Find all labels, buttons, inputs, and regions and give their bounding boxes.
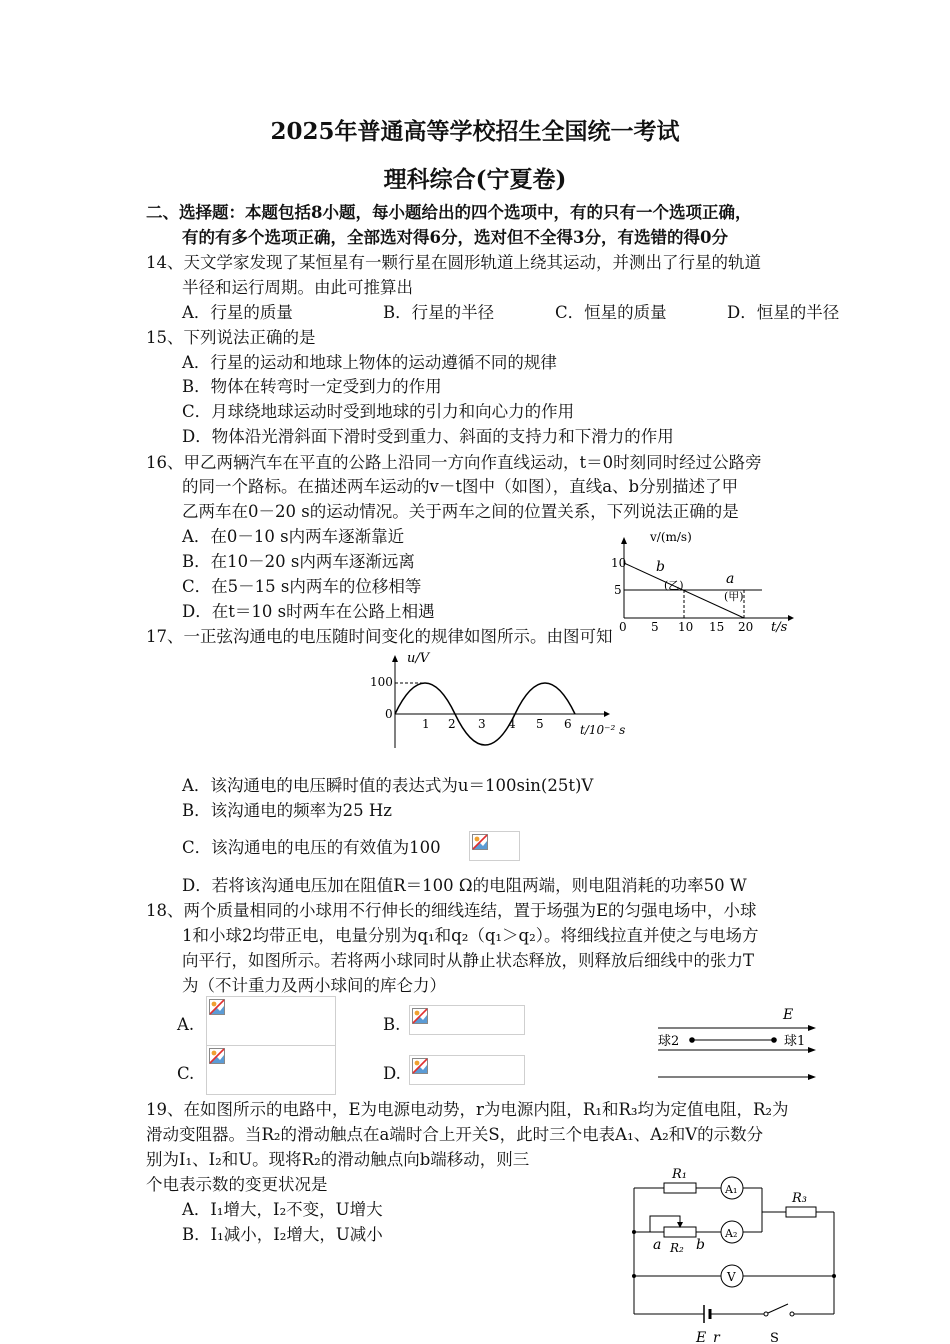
q17-ut-graph [368,652,643,752]
vt-y-arrow [621,537,627,544]
ut-tick-0: 0 [385,707,393,721]
q17-option-c: C．该沟通电的电压的有效值为100 [182,838,441,857]
q16-stem-line2: 的同一个路标。在描述两车运动的v－t图中（如图），直线a、b分别描述了甲 [182,477,739,496]
q18-option-a-broken-image [206,996,336,1046]
q17-stem: 17、一正弦沟通电的电压随时间变化的规律如图所示。由图可知 [146,627,613,646]
ut-xtick-3: 3 [478,717,486,731]
label-b-end: b [696,1237,705,1253]
rheostat-r2 [664,1227,696,1237]
q18-option-b-label: B. [383,1015,401,1034]
broken-image-icon [412,1008,428,1024]
q15-option-c: C．月球绕地球运动时受到地球的引力和向心力的作用 [182,402,575,421]
q14-option-b: B．行星的半径 [383,303,495,322]
q15-option-d: D．物体沿光滑斜面下滑时受到重力、斜面的支持力和下滑力的作用 [182,427,674,446]
label-a-end: a [653,1237,662,1253]
ut-ylabel: u/V [407,651,430,666]
section-heading-line1: 二、选择题：本题包括8小题，每小题给出的四个选项中，有的只有一个选项正确， [146,203,752,222]
ut-tick-100: 100 [370,675,393,689]
q18-stem-line2: 1和小球2均带正电，电量分别为q₁和q₂（q₁＞q₂）。将细线拉直并使之与电场方 [182,926,759,945]
vt-tick-5: 5 [614,583,622,597]
vt-xtick-10: 10 [678,620,694,634]
q16-stem-line1: 16、甲乙两辆汽车在平直的公路上沿同一方向作直线运动，t＝0时刻同时经过公路旁 [146,453,762,472]
resistor-r3 [786,1207,816,1217]
vt-label-a: a [726,571,735,587]
ut-xtick-4: 4 [508,717,516,731]
ut-xtick-1: 1 [422,717,430,731]
label-r-internal: r [713,1330,720,1344]
vt-ylabel: v/(m/s) [650,530,692,544]
node-right-v [832,1274,836,1278]
label-s: S [770,1331,779,1344]
q16-stem-line3: 乙两车在0－20 s的运动情况。关于两车之间的位置关系，下列说法正确的是 [182,502,739,521]
q18-stem-line1: 18、两个质量相同的小球用不行伸长的细线连结，置于场强为E的匀强电场中，小球 [146,901,757,920]
ball-2 [689,1037,695,1043]
q17-option-d: D．若将该沟通电压加在阻值R＝100 Ω的电阻两端，则电阻消耗的功率50 W [182,876,747,895]
q18-option-a-label: A. [177,1015,195,1034]
q17-option-c-broken-image [469,831,520,861]
q14-option-c: C．恒星的质量 [555,303,667,322]
vt-label-a-car: (甲) [724,590,744,603]
broken-image-icon [412,1058,428,1074]
switch-pivot [764,1312,768,1316]
ball-1-label: 球1 [784,1034,806,1049]
switch-contact [790,1312,794,1316]
exam-subtitle: 理科综合(宁夏卷) [383,166,567,193]
node-left-mid [632,1230,636,1234]
q19-stem-line4: 个电表示数的变更状况是 [146,1175,328,1194]
switch-blade [768,1304,788,1313]
field-arrow-2 [808,1047,816,1053]
q19-stem-line1: 19、在如图所示的电路中，E为电源电动势，r为电源内阻，R₁和R₃均为定值电阻，R₂为 [146,1100,789,1119]
q19-option-b: B．I₁减小，I₂增大，U减小 [182,1225,383,1244]
label-a1: A₁ [725,1183,738,1196]
q15-stem: 15、下列说法正确的是 [146,328,316,347]
vt-xtick-15: 15 [709,620,725,634]
vt-xlabel: t/s [771,620,788,635]
ball-1 [771,1037,777,1043]
field-label-e: E [783,1007,794,1023]
q18-stem-line3: 向平行，如图所示。若将两小球同时从静止状态释放，则释放后细线中的张力T [182,951,755,970]
q18-option-c-broken-image [206,1045,336,1095]
q19-stem-line2: 滑动变阻器。当R₂的滑动触点在a端时合上开关S，此时三个电表A₁、A₂和V的示数分 [146,1125,764,1144]
q14-option-d: D．恒星的半径 [727,303,840,322]
label-e: E [696,1330,707,1344]
q18-option-d-broken-image [409,1055,525,1085]
broken-image-icon [209,999,225,1015]
ball-2-label: 球2 [658,1034,680,1049]
vt-xtick-20: 20 [738,620,754,634]
vt-xtick-5: 5 [651,620,659,634]
q14-stem-line2: 半径和运行周期。由此可推算出 [182,278,413,297]
label-v: V [727,1270,736,1284]
vt-origin: 0 [619,620,627,634]
section-heading-line2: 有的有多个选项正确，全部选对得6分，选对但不全得3分，有选错的得0分 [182,228,728,247]
label-r2: R₂ [670,1241,684,1255]
resistor-r1 [664,1183,696,1193]
q18-option-d-label: D. [383,1064,401,1083]
field-arrow-1 [808,1025,816,1031]
q14-option-a: A．行星的质量 [182,303,293,322]
q16-option-c: C．在5－15 s内两车的位移相等 [182,577,422,596]
q16-option-b: B．在10－20 s内两车逐渐远离 [182,552,415,571]
q18-stem-line4: 为（不计重力及两小球间的库仑力） [182,976,446,995]
q15-option-b: B．物体在转弯时一定受到力的作用 [182,377,442,396]
q19-circuit [620,1160,850,1344]
ut-xtick-6: 6 [564,717,572,731]
ut-y-arrow [392,655,398,662]
label-r3: R₃ [792,1191,807,1206]
ut-xlabel: t/10⁻² s [580,723,626,737]
label-r1: R₁ [672,1167,687,1182]
vt-x-arrow [788,615,794,621]
exam-title: 2025年普通高等学校招生全国统一考试 [270,118,680,145]
field-arrow-3 [808,1074,816,1080]
q18-option-b-broken-image [409,1005,525,1035]
q15-option-a: A．行星的运动和地球上物体的运动遵循不同的规律 [182,353,557,372]
broken-image-icon [209,1048,225,1064]
ut-xtick-2: 2 [448,717,456,731]
q18-field-figure [650,1007,822,1086]
label-a2: A₂ [725,1227,738,1240]
q16-option-d: D．在t＝10 s时两车在公路上相遇 [182,602,435,621]
q19-stem-line3: 别为I₁、I₂和U。现将R₂的滑动触点向b端移动，则三 [146,1150,530,1169]
q17-option-a: A．该沟通电的电压瞬时值的表达式为u＝100sin(25t)V [182,776,594,795]
q16-vt-graph [610,530,795,635]
ut-x-arrow [604,711,610,717]
node-left-v [632,1274,636,1278]
q19-option-a: A．I₁增大，I₂不变，U增大 [182,1200,383,1219]
vt-label-b-car: (乙) [664,579,684,592]
q17-option-b: B．该沟通电的频率为25 Hz [182,801,392,820]
vt-label-b: b [656,559,665,575]
ut-xtick-5: 5 [536,717,544,731]
vt-tick-10: 10 [611,556,627,570]
q16-option-a: A．在0－10 s内两车逐渐靠近 [182,527,405,546]
q14-stem-line1: 14、天文学家发现了某恒星有一颗行星在圆形轨道上绕其运动，并测出了行星的轨道 [146,253,761,272]
broken-image-icon [472,834,488,850]
q18-option-c-label: C. [177,1064,195,1083]
